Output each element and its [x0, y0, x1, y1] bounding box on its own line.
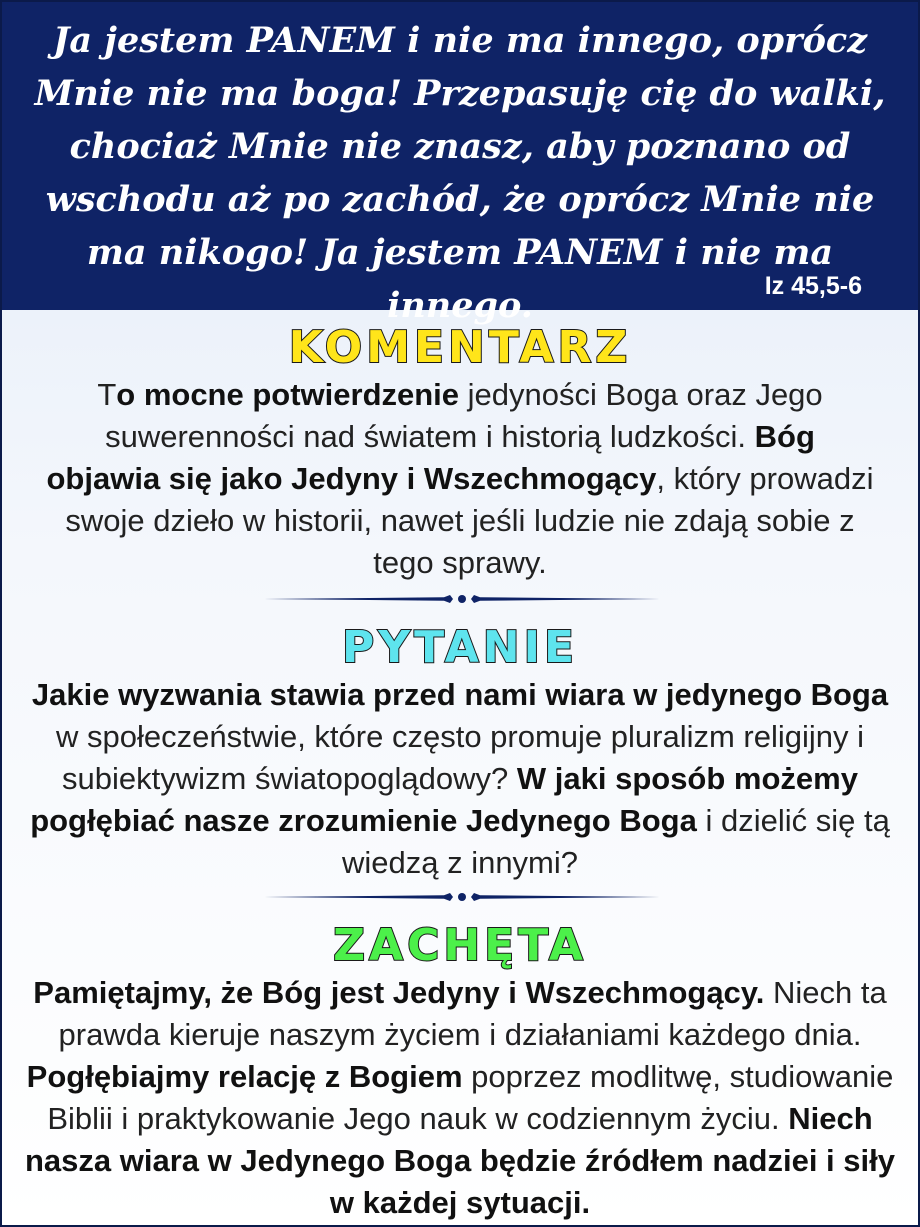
zacheta-section: [2, 920, 918, 1224]
text-run: T: [97, 377, 117, 412]
text-run-bold: W jaki sposób możemy pogłębiać nasze zrozumienie Jedynego Boga: [30, 761, 858, 838]
text-run-bold: Pamiętajmy, że Bóg jest Jedyny i Wszechmogący.: [33, 975, 765, 1010]
text-run: Niech ta prawda kieruje naszym życiem i działaniami każdego dnia.: [58, 975, 887, 1052]
text-run: poprzez modlitwę, studiowanie Biblii i praktykowanie Jego nauk w codziennym życiu.: [47, 1059, 894, 1136]
pytanie-text: [12, 674, 908, 884]
verse-line: Mnie nie ma boga! Przepasuję cię do walki,: [34, 73, 886, 114]
text-run: jedyności Boga oraz Jego suwerenności nad światem i historią ludzkości.: [105, 377, 823, 454]
text-run: i dzielić się tą wiedzą z innymi?: [341, 803, 890, 880]
verse-line: chociaż Mnie nie znasz, aby poznano od: [69, 126, 851, 167]
zacheta-heading: ZACHĘTA: [333, 920, 587, 971]
text-run-bold: Pogłębiajmy relację z Bogiem: [26, 1059, 463, 1094]
ornament-divider: [264, 592, 660, 606]
komentarz-text: [37, 374, 883, 584]
text-run-bold: Bóg objawia się jako Jedyny i Wszechmogący: [46, 419, 815, 496]
text-run: , który prowadzi swoje dzieło w historii, nawet jeśli ludzie nie zdają sobie z tego sprawy.: [65, 461, 874, 580]
komentarz-heading: KOMENTARZ: [288, 322, 632, 373]
text-run-bold: Jakie wyzwania stawia przed nami wiara w jedynego Boga: [31, 677, 889, 712]
text-run-bold: Niech nasza wiara w Jedynego Boga będzie źródłem nadziei i siły w każdej sytuacji.: [25, 1101, 895, 1220]
verse-line: wschodu aż po zachód, że oprócz Mnie nie: [45, 179, 875, 220]
verse-reference: Iz 45,5-6: [764, 272, 862, 300]
zacheta-text: [2, 972, 918, 1224]
ornament-divider: [264, 890, 660, 904]
pytanie-heading: PYTANIE: [341, 622, 578, 673]
pytanie-section: [2, 622, 918, 884]
text-run-bold: o mocne potwierdzenie: [116, 377, 460, 412]
verse-line: Ja jestem PANEM i nie ma innego, oprócz: [52, 20, 868, 61]
text-run: w społeczeństwie, które często promuje pluralizm religijny i subiektywizm światopoglądowy?: [55, 719, 865, 796]
verse-banner: [2, 2, 918, 326]
komentarz-section: [2, 322, 918, 584]
verse-line: ma nikogo! Ja jestem PANEM i nie ma innego.: [86, 232, 834, 326]
